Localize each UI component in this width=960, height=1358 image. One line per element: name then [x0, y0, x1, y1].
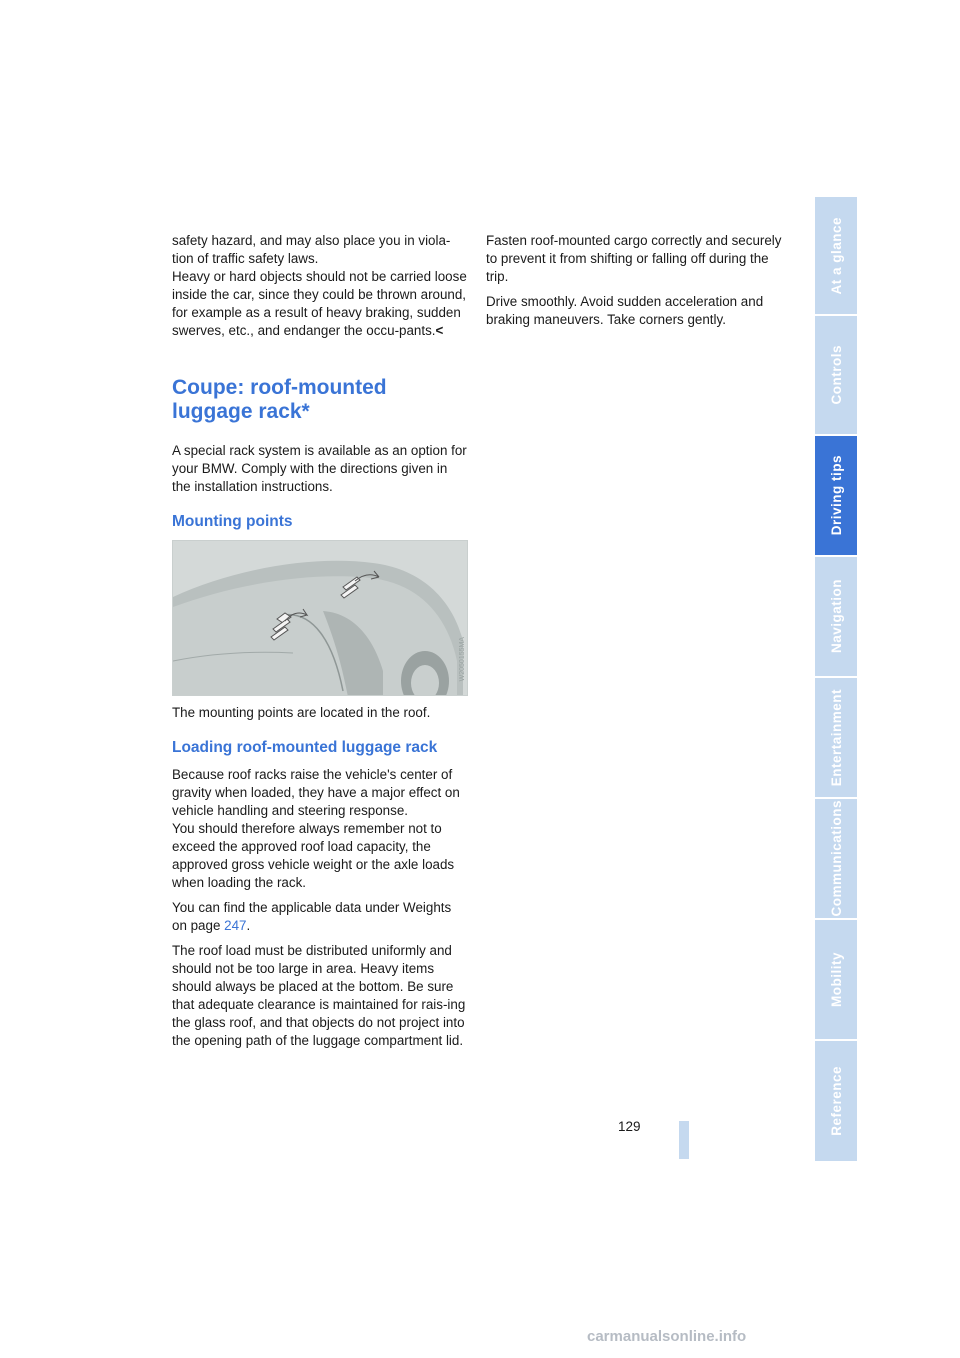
paragraph: You can find the applicable data under Weights on page 247. [172, 900, 452, 933]
tab-controls[interactable]: Controls [815, 316, 857, 434]
subsection-title: Loading roof-mounted luggage rack [172, 739, 438, 756]
section-title: Coupe: roof-mounted luggage rack* [172, 376, 387, 423]
chapter-tabs [815, 197, 857, 1161]
paragraph: Drive smoothly. Avoid sudden acceleration and braking maneuvers. Take corners gently. [486, 294, 764, 327]
paragraph: safety hazard, and may also place you in viola-tion of traffic safety laws. [172, 233, 451, 266]
paragraph: The roof load must be distributed uniformly and should not be too large in area. Heavy items should always be placed at the bottom. Be sure that adequate clearance is maintained for rais-ing the glass roof, and that objects do not project into the opening path of the luggage compartment lid. [172, 943, 466, 1048]
paragraph: A special rack system is available as an option for your BMW. Comply with the directions given in the installation instructions. [172, 443, 467, 494]
paragraph: Because roof racks raise the vehicle's center of gravity when loaded, they have a major effect on vehicle handling and steering response. [172, 767, 460, 818]
tab-communications[interactable]: Communications [815, 799, 857, 918]
paragraph: Fasten roof-mounted cargo correctly and securely to prevent it from shifting or falling off during the trip. [486, 233, 782, 284]
tab-reference[interactable]: Reference [815, 1041, 857, 1161]
paragraph: You should therefore always remember not to exceed the approved roof load capacity, the approved gross vehicle weight or the axle loads when loading the rack. [172, 821, 455, 890]
end-marker: < [435, 323, 444, 338]
right-column [486, 232, 782, 336]
left-column [172, 232, 468, 1057]
figure-code: W2050155MA [459, 637, 466, 682]
page-link[interactable]: 247 [224, 918, 247, 933]
site-watermark: carmanualsonline.info [587, 1328, 747, 1345]
tab-at-a-glance[interactable]: At a glance [815, 197, 857, 314]
page-number: 129 [618, 1119, 641, 1134]
tab-mobility[interactable]: Mobility [815, 920, 857, 1039]
tab-navigation[interactable]: Navigation [815, 557, 857, 676]
tab-driving-tips[interactable]: Driving tips [815, 436, 857, 555]
subsection-title: Mounting points [172, 513, 293, 530]
figure-caption: The mounting points are located in the roof. [172, 705, 431, 720]
page-number-bar [679, 1121, 689, 1159]
roof-mounting-points-illustration [172, 540, 468, 696]
car-roof-drawing [173, 541, 468, 696]
paragraph: Heavy or hard objects should not be carried loose inside the car, since they could be thrown around, for example as a result of heavy braking, sudden swerves, etc., and endanger the occu-pants.< [172, 269, 467, 338]
tab-entertainment[interactable]: Entertainment [815, 678, 857, 797]
